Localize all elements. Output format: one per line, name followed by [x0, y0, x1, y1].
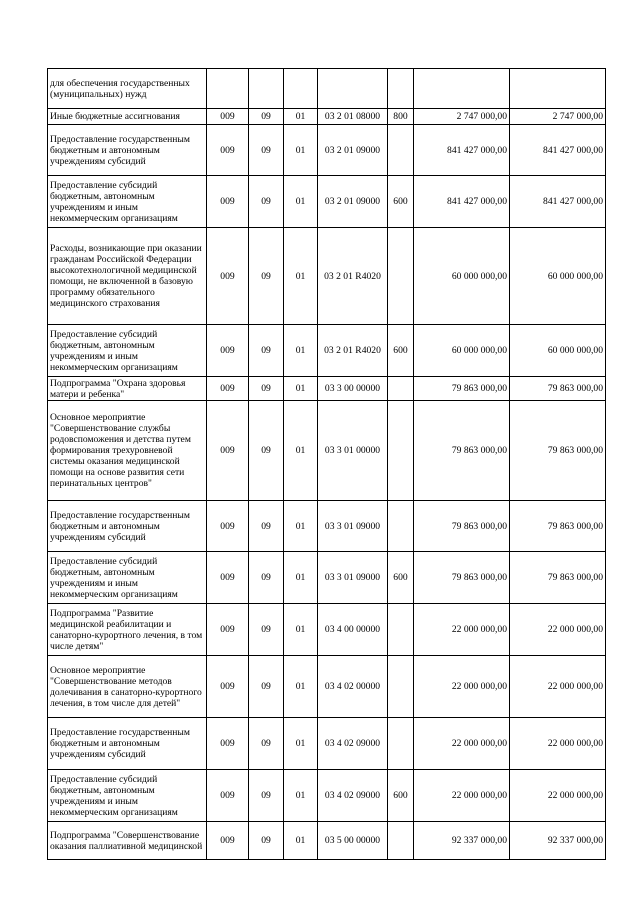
row-amount-2: 79 863 000,00	[510, 377, 606, 401]
row-subsection-code	[284, 69, 318, 109]
row-amount-2: 79 863 000,00	[510, 401, 606, 501]
row-ved-code: 009	[207, 176, 249, 228]
row-section-code: 09	[249, 656, 284, 718]
row-target-article-code: 03 2 01 09000	[318, 125, 388, 176]
row-expense-type-code	[388, 604, 414, 656]
row-ved-code: 009	[207, 125, 249, 176]
row-subsection-code: 01	[284, 770, 318, 822]
row-expense-type-code	[388, 377, 414, 401]
row-section-code: 09	[249, 125, 284, 176]
row-name: Предоставление субсидий бюджетным, автономным учреждениям и иным некоммерческим организациям	[48, 552, 207, 604]
table-row	[48, 718, 606, 770]
table-row	[48, 176, 606, 228]
row-section-code: 09	[249, 770, 284, 822]
table-row	[48, 822, 606, 860]
row-amount-2: 2 747 000,00	[510, 109, 606, 125]
row-ved-code: 009	[207, 401, 249, 501]
row-section-code: 09	[249, 604, 284, 656]
row-expense-type-code	[388, 125, 414, 176]
row-section-code: 09	[249, 176, 284, 228]
row-subsection-code: 01	[284, 401, 318, 501]
table-row	[48, 770, 606, 822]
row-section-code: 09	[249, 228, 284, 325]
row-name: Предоставление субсидий бюджетным, автономным учреждениям и иным некоммерческим организациям	[48, 770, 207, 822]
row-amount-1: 22 000 000,00	[414, 718, 510, 770]
row-target-article-code	[318, 69, 388, 109]
row-subsection-code: 01	[284, 109, 318, 125]
row-ved-code: 009	[207, 377, 249, 401]
row-target-article-code: 03 3 01 00000	[318, 401, 388, 501]
row-subsection-code: 01	[284, 228, 318, 325]
row-target-article-code: 03 4 00 00000	[318, 604, 388, 656]
row-amount-1: 841 427 000,00	[414, 176, 510, 228]
row-expense-type-code: 600	[388, 325, 414, 377]
row-name: Подпрограмма "Совершенствование оказания паллиативной медицинской	[48, 822, 207, 860]
row-ved-code: 009	[207, 228, 249, 325]
row-subsection-code: 01	[284, 377, 318, 401]
budget-table-body	[48, 69, 606, 860]
row-section-code: 09	[249, 109, 284, 125]
row-target-article-code: 03 4 02 09000	[318, 718, 388, 770]
row-amount-1: 60 000 000,00	[414, 325, 510, 377]
row-target-article-code: 03 4 02 00000	[318, 656, 388, 718]
budget-table	[47, 68, 606, 860]
table-row	[48, 377, 606, 401]
row-expense-type-code	[388, 656, 414, 718]
row-amount-1: 92 337 000,00	[414, 822, 510, 860]
row-amount-2: 60 000 000,00	[510, 325, 606, 377]
row-name: Подпрограмма "Развитие медицинской реабилитации и санаторно-курортного лечения, в том числе детям"	[48, 604, 207, 656]
row-name: для обеспечения государственных (муниципальных) нужд	[48, 69, 207, 109]
table-row	[48, 552, 606, 604]
row-ved-code: 009	[207, 604, 249, 656]
row-target-article-code: 03 5 00 00000	[318, 822, 388, 860]
row-ved-code: 009	[207, 552, 249, 604]
row-ved-code: 009	[207, 822, 249, 860]
row-target-article-code: 03 3 01 09000	[318, 501, 388, 552]
row-ved-code	[207, 69, 249, 109]
row-amount-2: 22 000 000,00	[510, 770, 606, 822]
row-target-article-code: 03 3 01 09000	[318, 552, 388, 604]
row-amount-1: 79 863 000,00	[414, 377, 510, 401]
row-ved-code: 009	[207, 325, 249, 377]
row-section-code: 09	[249, 377, 284, 401]
row-target-article-code: 03 3 00 00000	[318, 377, 388, 401]
row-amount-1: 22 000 000,00	[414, 770, 510, 822]
row-amount-2: 92 337 000,00	[510, 822, 606, 860]
row-expense-type-code	[388, 822, 414, 860]
row-subsection-code: 01	[284, 325, 318, 377]
row-amount-2: 79 863 000,00	[510, 501, 606, 552]
row-amount-2: 841 427 000,00	[510, 125, 606, 176]
row-subsection-code: 01	[284, 656, 318, 718]
row-amount-2: 841 427 000,00	[510, 176, 606, 228]
row-expense-type-code	[388, 501, 414, 552]
row-ved-code: 009	[207, 770, 249, 822]
row-subsection-code: 01	[284, 552, 318, 604]
row-ved-code: 009	[207, 656, 249, 718]
table-row	[48, 228, 606, 325]
row-amount-2: 22 000 000,00	[510, 656, 606, 718]
row-target-article-code: 03 2 01 R4020	[318, 228, 388, 325]
row-name: Подпрограмма "Охрана здоровья матери и ребенка"	[48, 377, 207, 401]
row-expense-type-code	[388, 69, 414, 109]
row-target-article-code: 03 2 01 08000	[318, 109, 388, 125]
row-section-code: 09	[249, 501, 284, 552]
row-name: Основное мероприятие "Совершенствование методов долечивания в санаторно-курортного лечения, в том числе для детей"	[48, 656, 207, 718]
row-expense-type-code	[388, 401, 414, 501]
row-subsection-code: 01	[284, 822, 318, 860]
row-subsection-code: 01	[284, 125, 318, 176]
row-expense-type-code	[388, 718, 414, 770]
row-amount-1: 22 000 000,00	[414, 656, 510, 718]
row-name: Иные бюджетные ассигнования	[48, 109, 207, 125]
row-ved-code: 009	[207, 501, 249, 552]
row-amount-1: 79 863 000,00	[414, 501, 510, 552]
row-expense-type-code	[388, 228, 414, 325]
row-ved-code: 009	[207, 718, 249, 770]
row-amount-1: 79 863 000,00	[414, 401, 510, 501]
row-amount-1	[414, 69, 510, 109]
row-amount-2: 79 863 000,00	[510, 552, 606, 604]
table-row	[48, 69, 606, 109]
row-name: Расходы, возникающие при оказании гражданам Российской Федерации высокотехнологичной медицинской помощи, не включенной в базовую программу обязательного медицинского страхования	[48, 228, 207, 325]
row-name: Предоставление субсидий бюджетным, автономным учреждениям и иным некоммерческим организациям	[48, 176, 207, 228]
row-expense-type-code: 600	[388, 552, 414, 604]
row-name: Основное мероприятие "Совершенствование службы родовспоможения и детства путем формирования трехуровневой системы оказания медицинской помощи на основе развития сети перинатальных центров"	[48, 401, 207, 501]
row-amount-1: 60 000 000,00	[414, 228, 510, 325]
row-expense-type-code: 800	[388, 109, 414, 125]
row-target-article-code: 03 4 02 09000	[318, 770, 388, 822]
row-section-code: 09	[249, 822, 284, 860]
row-section-code: 09	[249, 325, 284, 377]
table-row	[48, 656, 606, 718]
row-amount-2: 22 000 000,00	[510, 604, 606, 656]
row-ved-code: 009	[207, 109, 249, 125]
table-row	[48, 125, 606, 176]
row-amount-2: 22 000 000,00	[510, 718, 606, 770]
row-name: Предоставление государственным бюджетным и автономным учреждениям субсидий	[48, 501, 207, 552]
row-amount-2	[510, 69, 606, 109]
table-row	[48, 604, 606, 656]
row-expense-type-code: 600	[388, 770, 414, 822]
row-subsection-code: 01	[284, 176, 318, 228]
row-target-article-code: 03 2 01 R4020	[318, 325, 388, 377]
row-section-code: 09	[249, 552, 284, 604]
row-section-code: 09	[249, 718, 284, 770]
row-subsection-code: 01	[284, 604, 318, 656]
row-name: Предоставление государственным бюджетным и автономным учреждениям субсидий	[48, 718, 207, 770]
row-subsection-code: 01	[284, 718, 318, 770]
table-row	[48, 325, 606, 377]
row-name: Предоставление государственным бюджетным и автономным учреждениям субсидий	[48, 125, 207, 176]
table-row	[48, 401, 606, 501]
row-section-code: 09	[249, 401, 284, 501]
row-expense-type-code: 600	[388, 176, 414, 228]
row-name: Предоставление субсидий бюджетным, автономным учреждениям и иным некоммерческим организациям	[48, 325, 207, 377]
row-amount-1: 22 000 000,00	[414, 604, 510, 656]
row-target-article-code: 03 2 01 09000	[318, 176, 388, 228]
row-amount-1: 2 747 000,00	[414, 109, 510, 125]
row-amount-1: 79 863 000,00	[414, 552, 510, 604]
table-row	[48, 501, 606, 552]
row-subsection-code: 01	[284, 501, 318, 552]
row-amount-2: 60 000 000,00	[510, 228, 606, 325]
row-section-code	[249, 69, 284, 109]
table-row	[48, 109, 606, 125]
row-amount-1: 841 427 000,00	[414, 125, 510, 176]
